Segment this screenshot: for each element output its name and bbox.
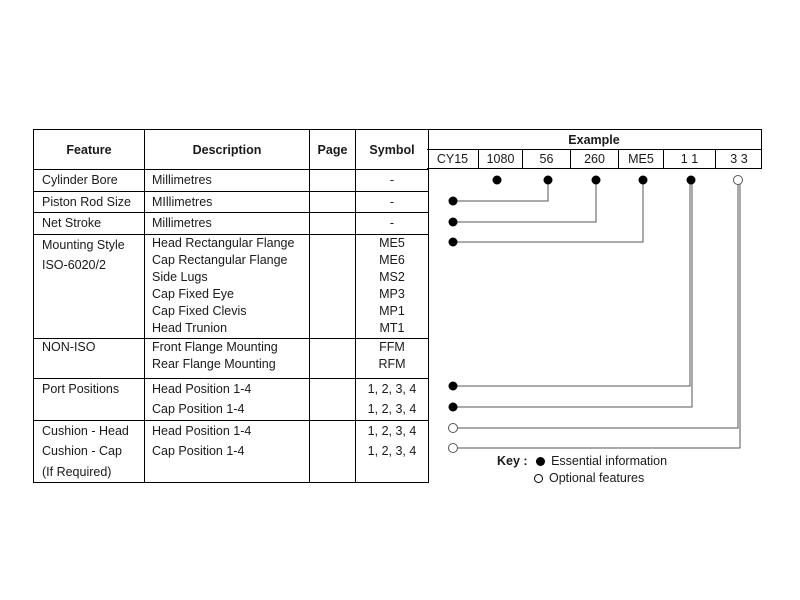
symbol-line: MP1 xyxy=(379,304,405,319)
description-line: Rear Flange Mounting xyxy=(152,356,276,371)
description-line: Cap Rectangular Flange xyxy=(152,252,288,267)
feature-line: (If Required) xyxy=(42,464,112,479)
essential-dot xyxy=(544,176,553,185)
key-essential-row xyxy=(497,453,667,469)
description-cell: Millimetres xyxy=(152,216,212,230)
example-code-stroke-digits: 1080 xyxy=(478,150,522,169)
feature-line: Cushion - Cap xyxy=(42,444,122,459)
symbol-line: 1, 2, 3, 4 xyxy=(367,402,417,417)
description-line: Head Position 1-4 xyxy=(152,423,252,438)
symbol-line: RFM xyxy=(378,356,406,371)
feature-line: ISO-6020/2 xyxy=(42,258,106,272)
symbol-line: 1, 2, 3, 4 xyxy=(367,444,417,459)
key-optional-row xyxy=(534,470,644,486)
example-code-rod: 56 xyxy=(522,150,570,169)
example-code-cushion: 3 3 xyxy=(715,150,762,169)
description-line: Head Position 1-4 xyxy=(152,381,252,396)
feature-cell: Net Stroke xyxy=(42,216,102,230)
key-optional-text: Optional features xyxy=(549,471,645,485)
description-line: Front Flange Mounting xyxy=(152,339,278,354)
optional-dot xyxy=(734,176,743,185)
optional-dot xyxy=(449,444,458,453)
connector-port-head xyxy=(453,180,690,386)
symbol-line: MT1 xyxy=(379,321,405,336)
essential-dot xyxy=(639,176,648,185)
example-title: Example xyxy=(427,130,761,150)
essential-dot xyxy=(687,176,696,185)
description-line: Cap Fixed Clevis xyxy=(152,304,247,319)
description-cell: Millimetres xyxy=(152,173,212,187)
symbol-line: MS2 xyxy=(379,269,405,284)
header-feature: Feature xyxy=(34,130,145,170)
symbol-cell: - xyxy=(389,216,395,230)
header-page: Page xyxy=(310,130,356,170)
connector-port-cap xyxy=(453,180,692,407)
description-line: Head Rectangular Flange xyxy=(152,235,295,250)
symbol-line: MP3 xyxy=(379,287,405,302)
symbol-line: FFM xyxy=(379,339,405,354)
description-line: Head Trunion xyxy=(152,321,228,336)
connector-rod xyxy=(453,180,548,201)
optional-dot xyxy=(449,424,458,433)
description-line: Cap Fixed Eye xyxy=(152,287,234,302)
description-line: Cap Position 1-4 xyxy=(152,444,245,459)
symbol-line: 1, 2, 3, 4 xyxy=(367,423,417,438)
symbol-line: ME5 xyxy=(379,235,405,250)
description-cell: MIllimetres xyxy=(152,194,213,209)
header-symbol: Symbol xyxy=(356,130,429,170)
essential-dot xyxy=(449,382,458,391)
symbol-cell: - xyxy=(389,173,395,187)
essential-dot xyxy=(449,238,458,247)
feature-line: Cushion - Head xyxy=(42,423,129,438)
symbol-line: ME6 xyxy=(379,252,405,267)
open-dot-icon xyxy=(534,474,543,483)
header-description: Description xyxy=(145,130,310,170)
filled-dot-icon xyxy=(536,457,545,466)
feature-cell: Piston Rod Size xyxy=(42,194,131,209)
example-code-ports: 1 1 xyxy=(663,150,715,169)
key-label: Key : xyxy=(497,454,528,468)
feature-line: Mounting Style xyxy=(42,237,125,252)
feature-cell: Cylinder Bore xyxy=(42,173,118,187)
essential-dot xyxy=(449,218,458,227)
essential-dot xyxy=(493,176,502,185)
essential-dot xyxy=(449,403,458,412)
description-line: Cap Position 1-4 xyxy=(152,402,245,417)
feature-cell: NON-ISO xyxy=(42,339,96,354)
essential-dot xyxy=(592,176,601,185)
symbol-cell: - xyxy=(389,194,395,209)
example-code-mounting: ME5 xyxy=(618,150,663,169)
description-line: Side Lugs xyxy=(152,269,208,284)
key-essential-text: Essential information xyxy=(551,454,668,468)
example-code-stroke: 260 xyxy=(570,150,618,169)
feature-cell: Port Positions xyxy=(42,381,120,396)
essential-dot xyxy=(449,197,458,206)
symbol-line: 1, 2, 3, 4 xyxy=(367,381,417,396)
example-code-bore-prefix: CY15 xyxy=(436,152,469,166)
